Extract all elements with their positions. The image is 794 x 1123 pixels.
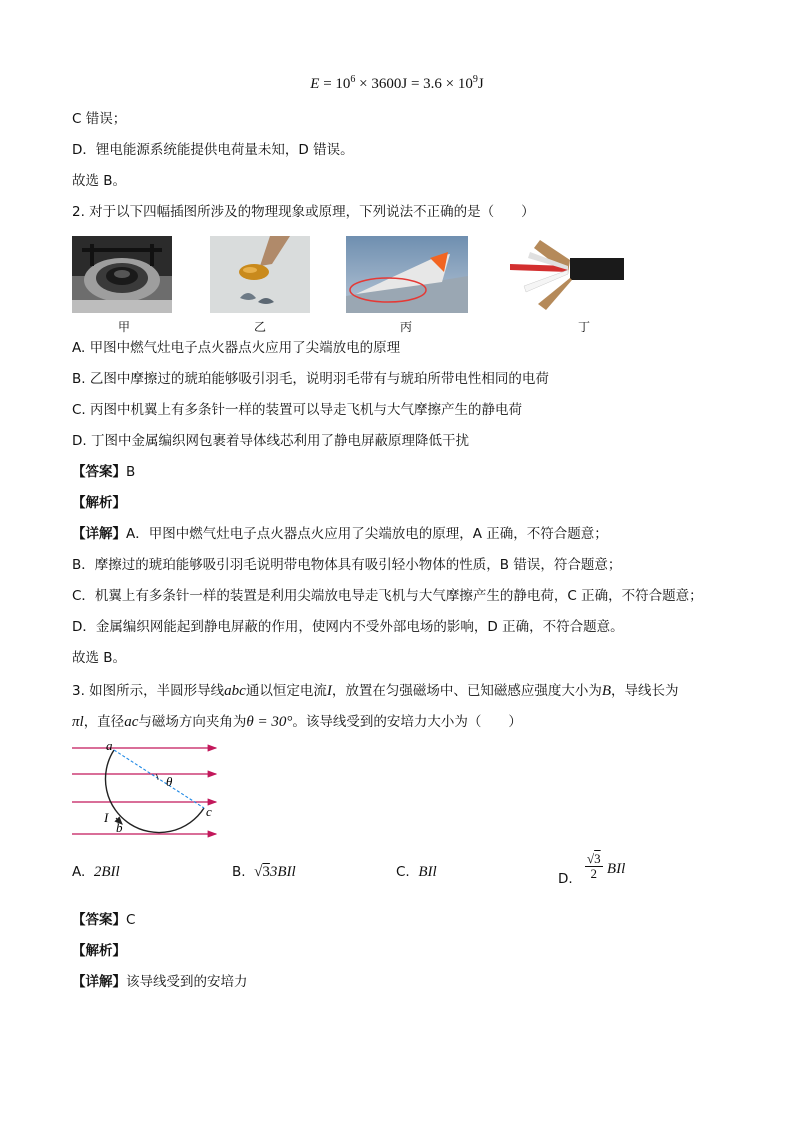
label-theta: θ [166, 774, 173, 789]
q2-option-d: D. 丁图中金属编织网包裹着导体线芯利用了静电屏蔽原理降低干扰 [72, 433, 469, 449]
choose-b-line-2: 故选 B。 [72, 650, 127, 666]
q2-answer: 【答案】B [72, 464, 136, 480]
q2-detail-b: B．摩擦过的琥珀能够吸引羽毛说明带电物体具有吸引轻小物体的性质，B 错误，符合题意； [72, 557, 622, 573]
choose-b-line: 故选 B。 [72, 173, 127, 189]
question-3-stem-line-2: πl，直径ac与磁场方向夹角为θ = 30°。该导线受到的安培力大小为（ ） [72, 714, 522, 730]
label-I: I [104, 810, 109, 825]
q3-option-b: B. √33BIl [232, 864, 296, 880]
label-b: b [116, 820, 123, 835]
caption-bing: 丙 [400, 320, 413, 334]
gas-stove-image [72, 236, 172, 313]
c-wrong-line: C 错误； [72, 111, 127, 127]
diameter-ac [114, 750, 204, 808]
q3-option-d: D. $\frac{√3}{2}$ BIl [558, 851, 626, 887]
amber-feather-image [210, 236, 310, 313]
caption-jia: 甲 [118, 320, 131, 334]
q3-answer: 【答案】C [72, 912, 136, 928]
q2-detail-d: D．金属编织网能起到静电屏蔽的作用，使网内不受外部电场的影响，D 正确，不符合题意。 [72, 619, 624, 635]
semicircle-wire-diagram [70, 738, 222, 842]
q2-option-b: B. 乙图中摩擦过的琥珀能够吸引羽毛，说明羽毛带有与琥珀所带电性相同的电荷 [72, 371, 549, 387]
q2-detail-a: 【详解】A．甲图中燃气灶电子点火器点火应用了尖端放电的原理，A 正确，不符合题意； [72, 526, 608, 542]
energy-formula: $E = 10^6 \times 3600J = 3.6 \times 10^9J$ [310, 74, 484, 92]
q3-option-c: C. BIl [396, 864, 437, 880]
q2-option-c: C. 丙图中机翼上有多条针一样的装置可以导走飞机与大气摩擦产生的静电荷 [72, 402, 523, 418]
airplane-wing-image [346, 236, 468, 313]
q2-analysis: 【解析】 [72, 495, 126, 511]
q2-detail-c: C．机翼上有多条针一样的装置是利用尖端放电导走飞机与大气摩擦产生的静电荷，C 正确，不符合题意； [72, 588, 703, 604]
label-c: c [206, 804, 212, 819]
shielded-cable-image [500, 230, 624, 316]
question-2-stem: 2. 对于以下四幅插图所涉及的物理现象或原理，下列说法不正确的是（ ） [72, 204, 535, 220]
q3-detail: 【详解】该导线受到的安培力 [72, 974, 248, 990]
answer-tag: 【答案】 [72, 464, 126, 480]
q3-analysis: 【解析】 [72, 943, 126, 959]
caption-ding: 丁 [578, 320, 591, 334]
d-line: D．锂电能源系统能提供电荷量未知，D 错误。 [72, 142, 354, 158]
q2-option-a: A. 甲图中燃气灶电子点火器点火应用了尖端放电的原理 [72, 340, 401, 356]
q3-option-a: A. 2BIl [72, 864, 120, 880]
caption-yi: 乙 [254, 320, 267, 334]
label-a: a [106, 738, 113, 753]
question-3-stem-line-1: 3. 如图所示，半圆形导线abc通以恒定电流I，放置在匀强磁场中、已知磁感应强度大小为B，导线长为 [72, 683, 679, 699]
